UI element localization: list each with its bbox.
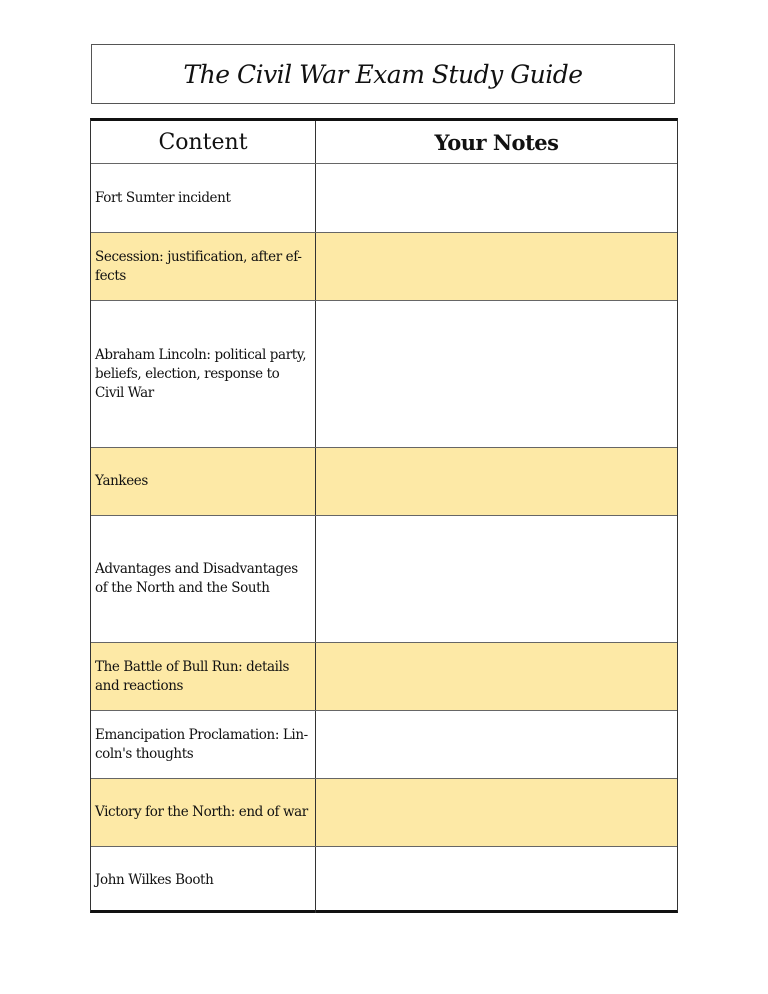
notes-cell[interactable] [316,516,677,642]
topic-cell: The Battle of Bull Run: details and reactions [91,643,316,710]
table-row [91,779,677,847]
page-title: The Civil War Exam Study Guide [183,59,583,89]
topic-cell: Emancipation Proclamation: Lin-coln's thoughts [91,711,316,778]
content-column-header: Content [91,121,316,163]
notes-cell[interactable] [316,448,677,515]
table-row [91,301,677,448]
table-row [91,516,677,643]
topic-cell: John Wilkes Booth [91,847,316,913]
table-header-row [91,121,677,164]
topic-cell: Victory for the North: end of war [91,779,316,846]
notes-cell[interactable] [316,779,677,846]
topic-cell: Abraham Lincoln: political party, beliefs, election, response to Civil War [91,301,316,447]
topic-cell: Secession: justification, after ef-fects [91,233,316,300]
table-row [91,847,677,913]
table-row [91,233,677,301]
notes-cell[interactable] [316,301,677,447]
notes-cell[interactable] [316,164,677,232]
table-row [91,643,677,711]
notes-cell[interactable] [316,711,677,778]
topic-cell: Advantages and Disadvantages of the North and the South [91,516,316,642]
notes-cell[interactable] [316,847,677,913]
study-guide-table [90,118,678,913]
table-row [91,711,677,779]
notes-cell[interactable] [316,643,677,710]
topic-cell: Yankees [91,448,316,515]
topic-cell: Fort Sumter incident [91,164,316,232]
notes-cell[interactable] [316,233,677,300]
title-box [91,44,675,104]
table-row [91,448,677,516]
table-row [91,164,677,233]
notes-column-header: Your Notes [434,129,559,155]
